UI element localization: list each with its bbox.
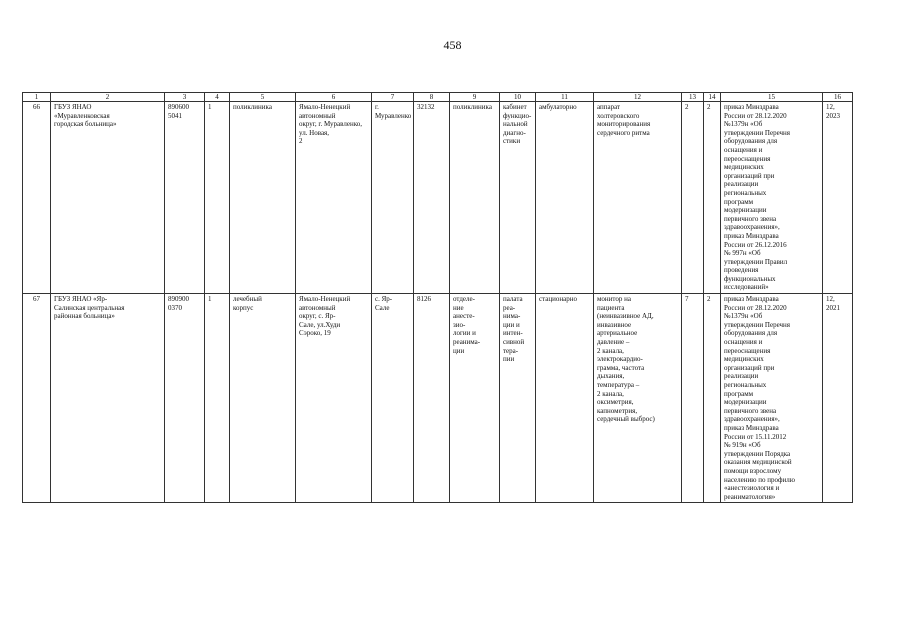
column-number: 7	[372, 93, 414, 102]
quantity: 2	[682, 102, 704, 294]
equipment-table	[22, 92, 853, 503]
room: палата реа- нима- ции и интен- сивной тера- пии	[500, 294, 536, 503]
column-number: 4	[205, 93, 230, 102]
column-number: 9	[450, 93, 500, 102]
row-number: 67	[23, 294, 51, 503]
equipment: монитор на пациента (неинвазивное АД, инвазивное артериальное давление – 2 канала, электрокардио- грамма, частота дыхания, температура – 2 канала, оксиметрия, капнометрия, сердечный выброс)	[594, 294, 682, 503]
legal-basis: приказ Минздрава России от 28.12.2020 №1379н «Об утверждении Перечня оборудования для оснащения и переоснащения медицинских организаций при реализации региональных программ модернизации первичного звена здравоохранения», приказ Минздрава России от 15.11.2012 № 919н «Об утверждении Порядка оказания медицинской помощи взрослому населению по профилю «анестезиология и реаниматология»	[721, 294, 823, 503]
page-number: 458	[443, 38, 462, 52]
population: 32132	[414, 102, 450, 294]
column-number: 1	[23, 93, 51, 102]
building-type: поликлиника	[230, 102, 296, 294]
care-mode: стационарно	[536, 294, 594, 503]
care-mode: амбулаторно	[536, 102, 594, 294]
column-number: 13	[682, 93, 704, 102]
column-number: 10	[500, 93, 536, 102]
address: Ямало-Ненецкий автономный округ, с. Яр- Сале, ул.Худи Сэроко, 19	[296, 294, 372, 503]
table-header-row	[23, 93, 853, 102]
legal-basis: приказ Минздрава России от 28.12.2020 №1379н «Об утверждении Перечня оборудования для оснащения и переоснащения медицинских организаций при реализации региональных программ модернизации первичного звена здравоохранения», приказ Минздрава России от 26.12.2016 № 997н «Об утверждении Правил проведения функциональных исследований»	[721, 102, 823, 294]
inn-code: 890600 5041	[165, 102, 205, 294]
column-number: 5	[230, 93, 296, 102]
inn-code: 890900 0370	[165, 294, 205, 503]
settlement: г. Муравленко	[372, 102, 414, 294]
column-number: 8	[414, 93, 450, 102]
column-number: 15	[721, 93, 823, 102]
column-number: 11	[536, 93, 594, 102]
column-number: 16	[823, 93, 853, 102]
building-type: лечебный корпус	[230, 294, 296, 503]
quantity: 7	[682, 294, 704, 503]
column-number: 12	[594, 93, 682, 102]
equipment: аппарат холтеровского мониторирования сердечного ритма	[594, 102, 682, 294]
building-count: 1	[205, 102, 230, 294]
organization-name: ГБУЗ ЯНАО «Муравленковская городская больница»	[51, 102, 165, 294]
table-row	[23, 102, 853, 294]
quantity-2: 2	[704, 294, 721, 503]
column-number: 2	[51, 93, 165, 102]
address: Ямало-Ненецкий автономный округ, г. Муравленко, ул. Новая, 2	[296, 102, 372, 294]
building-count: 1	[205, 294, 230, 503]
column-number: 6	[296, 93, 372, 102]
room: кабинет функцио- нальной диагно- стики	[500, 102, 536, 294]
department: отделе- ние анесте- зио- логии и реанима- ции	[450, 294, 500, 503]
population: 8126	[414, 294, 450, 503]
table-row	[23, 294, 853, 503]
column-number: 14	[704, 93, 721, 102]
date: 12, 2021	[823, 294, 853, 503]
department: поликлиника	[450, 102, 500, 294]
settlement: с. Яр- Сале	[372, 294, 414, 503]
date: 12, 2023	[823, 102, 853, 294]
row-number: 66	[23, 102, 51, 294]
column-number: 3	[165, 93, 205, 102]
quantity-2: 2	[704, 102, 721, 294]
organization-name: ГБУЗ ЯНАО «Яр- Салинская центральная районная больница»	[51, 294, 165, 503]
